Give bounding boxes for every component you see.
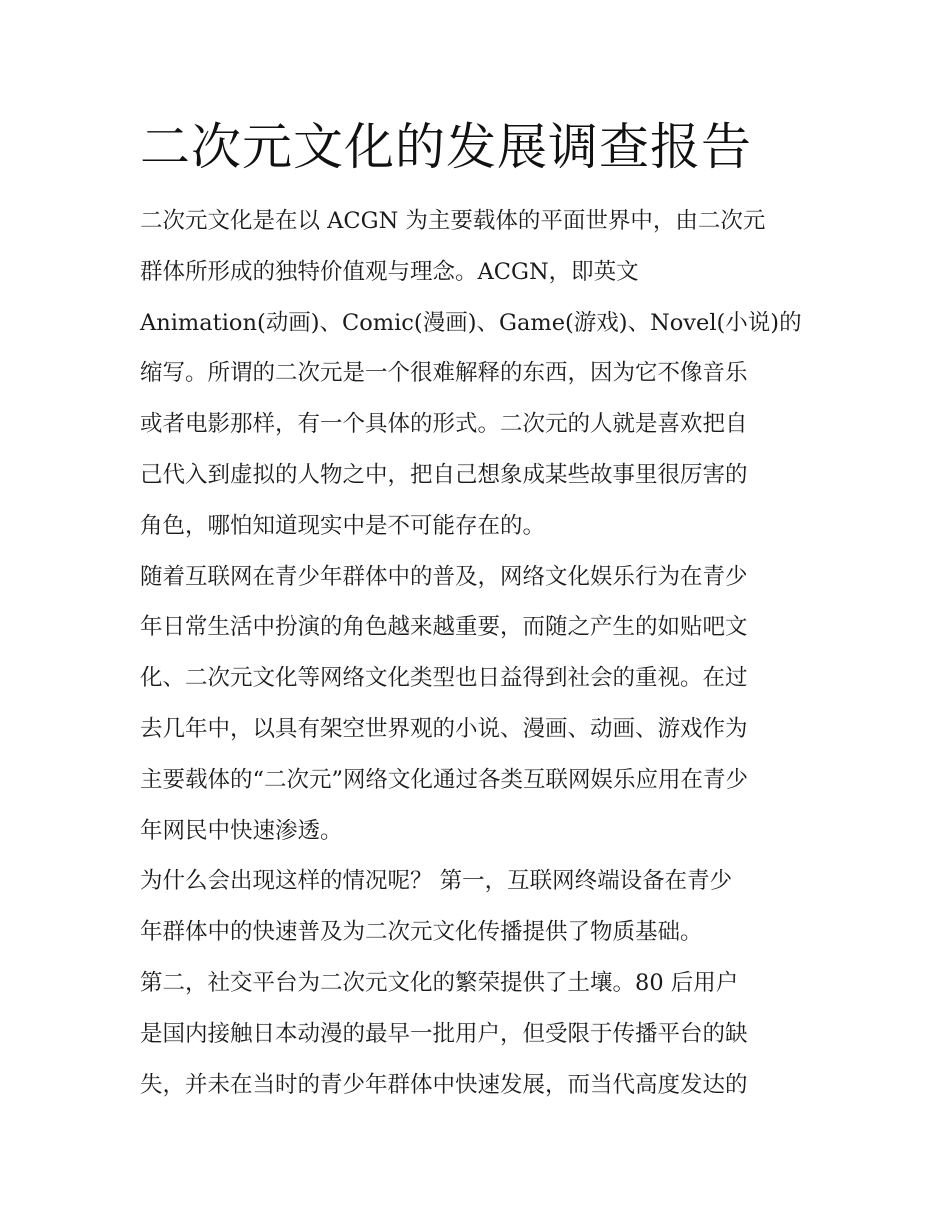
- document-title: 二次元文化的发展调查报告: [140, 118, 752, 176]
- paragraph-internet-spread: [140, 552, 820, 857]
- paragraph-reason-one: [140, 856, 820, 958]
- paragraph-line: 是国内接触日本动漫的最早一批用户，但受限于传播平台的缺: [140, 1020, 748, 1047]
- paragraph-line: 缩写。所谓的二次元是一个很难解释的东西，因为它不像音乐: [140, 360, 748, 387]
- paragraph-acgn-definition: [140, 196, 820, 552]
- paragraph-line: 主要载体的“二次元”网络文化通过各类互联网娱乐应用在青少: [140, 766, 749, 793]
- paragraph-line: 角色，哪怕知道现实中是不可能存在的。: [140, 512, 546, 539]
- document-body: [140, 112, 820, 1110]
- paragraph-reason-two: [140, 958, 820, 1110]
- paragraph-line: 年日常生活中扮演的角色越来越重要，而随之产生的如贴吧文: [140, 614, 748, 641]
- paragraph-line: 年群体中的快速普及为二次元文化传播提供了物质基础。: [140, 919, 703, 946]
- paragraph-line: 化、二次元文化等网络文化类型也日益得到社会的重视。在过: [140, 665, 748, 692]
- paragraph-line: 失，并未在当时的青少年群体中快速发展，而当代高度发达的: [140, 1071, 748, 1098]
- paragraph-line: 去几年中，以具有架空世界观的小说、漫画、动画、游戏作为: [140, 715, 748, 742]
- paragraph-line: 或者电影那样，有一个具体的形式。二次元的人就是喜欢把自: [140, 411, 748, 438]
- paragraph-line: 己代入到虚拟的人物之中，把自己想象成某些故事里很厉害的: [140, 461, 748, 488]
- paragraph-line: 随着互联网在青少年群体中的普及，网络文化娱乐行为在青少: [140, 563, 748, 590]
- paragraph-line: 年网民中快速渗透。: [140, 817, 343, 844]
- paragraph-line: 第二，社交平台为二次元文化的繁荣提供了土壤。80 后用户: [140, 969, 739, 996]
- paragraph-line: Animation(动画)、Comic(漫画)、Game(游戏)、Novel(小说)的: [140, 309, 802, 336]
- paragraph-line: 二次元文化是在以 ACGN 为主要载体的平面世界中，由二次元: [140, 208, 766, 234]
- paragraph-line: 群体所形成的独特价值观与理念。ACGN，即英文: [140, 258, 639, 285]
- paragraph-line: 为什么会出现这样的情况呢？ 第一，互联网终端设备在青少: [140, 868, 733, 895]
